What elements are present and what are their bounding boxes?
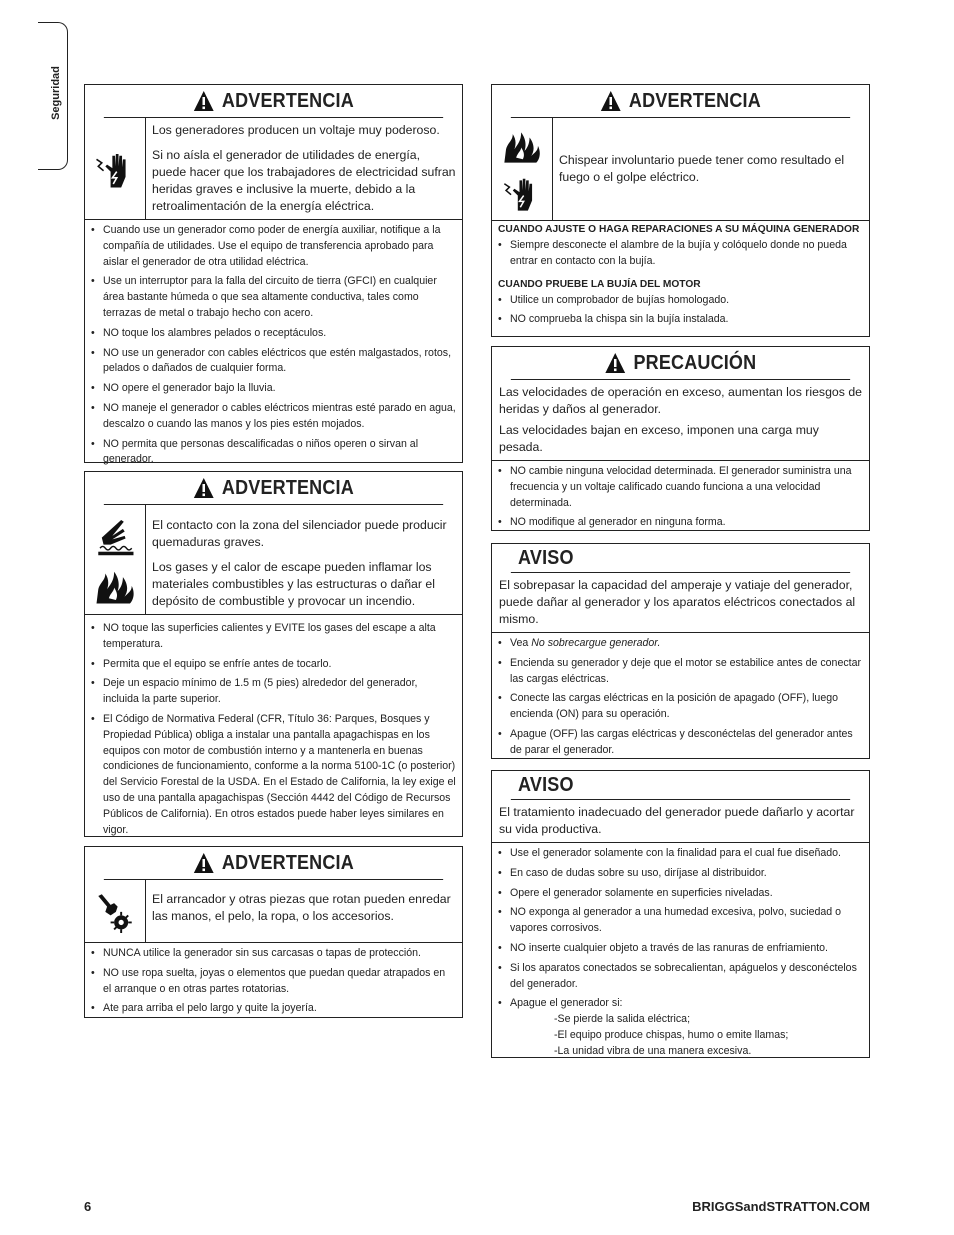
list-item: • Siempre desconecte el alambre de la bujía y colóquelo donde no pueda entrar en contacto con la bujía. xyxy=(498,238,863,270)
intro-text: Los generadores producen un voltaje muy poderoso. xyxy=(152,123,440,137)
list-item: • NO maneje el generador o cables eléctricos mientras esté parado en agua, descalzo o cuando las manos y los pies estén mojados. xyxy=(91,401,456,433)
intro-text: El contacto con la zona del silenciador puede producir quemaduras graves. xyxy=(152,518,447,549)
list-item: • Use un interruptor para la falla del circuito de tierra (GFCI) en cualquier área bastante húmeda o que sea altamente conductiva, tales como terrazas de metal o trabajo hecho con acero. xyxy=(91,274,456,321)
bullet-list xyxy=(492,290,869,335)
intro-text: El arrancador y otras piezas que rotan pueden enredar las manos, el pelo, la ropa, o los accesorios. xyxy=(152,892,451,923)
sub-item: -Se pierde la salida eléctrica; xyxy=(554,1013,691,1026)
list-item: • En caso de dudas sobre su uso, diríjase al distribuidor. xyxy=(498,866,863,882)
warning-box-spark xyxy=(491,84,870,337)
list-item: • NO modifique al generador en ninguna forma. xyxy=(498,515,863,531)
warning-triangle-icon xyxy=(600,90,622,112)
intro-text: Los gases y el calor de escape pueden inflamar los materiales combustibles y las estructuras o dañar el depósito de combustible y provocar un incendio. xyxy=(152,560,435,608)
list-item: • El Código de Normativa Federal (CFR, Título 36: Parques, Bosques y Propiedad Pública) obliga a instalar una pantalla apagachispas en los equipos con motor de combustión interno y a mantenerla en buenas condiciones de funcionamiento, conforme a la norma 5100-1C (o posterior) del Servicio Forestal de la USDA. En el Estado de California, la ley exige el uso de una pantalla apagachispas (Sección 4442 del Código de Recursos Públicos de California). En otros estados puede haber leyes similares en vigor. xyxy=(91,712,456,838)
warning-box-rotating-parts xyxy=(84,846,463,1018)
warning-triangle-icon xyxy=(193,90,215,112)
box-title: ADVERTENCIA xyxy=(104,85,443,118)
list-item: • Apague el generador si: -Se pierde la salida eléctrica; -El equipo produce chispas, humo o emite llamas; -La unidad vibra de una manera excesiva. xyxy=(498,996,863,1059)
list-item: • Deje un espacio mínimo de 1.5 m (5 pies) alrededor del generador, incluida la parte superior. xyxy=(91,676,456,708)
bullet-list xyxy=(492,843,869,1066)
caution-box-speed xyxy=(491,346,870,531)
hot-surface-icon xyxy=(92,513,138,557)
notice-box-care xyxy=(491,770,870,1058)
intro-text: Las velocidades bajan en exceso, imponen una carga muy pesada. xyxy=(499,423,819,454)
list-item: • NO inserte cualquier objeto a través de las ranuras de enfriamiento. xyxy=(498,941,863,957)
box-title: ADVERTENCIA xyxy=(104,847,443,880)
list-item: • Utilice un comprobador de bujías homologado. xyxy=(498,293,863,309)
list-item: • Permita que el equipo se enfríe antes de tocarlo. xyxy=(91,657,456,673)
warning-triangle-icon xyxy=(193,852,215,874)
list-item: • NO toque las superficies calientes y EVITE los gases del escape a alta temperatura. xyxy=(91,621,456,653)
subheading: CUANDO PRUEBE LA BUJÍA DEL MOTOR xyxy=(498,278,701,290)
list-item: • Conecte las cargas eléctricas en la posición de apagado (OFF), luego encienda (ON) para su operación. xyxy=(498,691,863,723)
bullet-list xyxy=(85,943,462,1023)
intro-text: Chispear involuntario puede tener como resultado el fuego o el golpe eléctrico. xyxy=(559,153,845,184)
list-item: • Cuando use un generador como poder de energía auxiliar, notifique a la compañía de utilidades. Use el equipo de transferencia aprobado para aislar el generador de otra utilidad eléctrica. xyxy=(91,223,456,270)
intro-text: El sobrepasar la capacidad del amperaje y vatiaje del generador, puede dañar al generador y los aparatos eléctricos conectados al mismo. xyxy=(499,578,856,626)
box-title: ADVERTENCIA xyxy=(104,472,443,505)
list-item: • NO opere el generador bajo la lluvia. xyxy=(91,381,456,397)
list-item: • Opere el generador solamente en superficies niveladas. xyxy=(498,886,863,902)
box-title: AVISO xyxy=(511,771,850,800)
box-title: ADVERTENCIA xyxy=(511,85,850,118)
list-item: • NO use un generador con cables eléctricos que estén malgastados, rotos, pelados o dañados de cualquier forma. xyxy=(91,346,456,378)
list-item: • NO comprueba la chispa sin la bujía instalada. xyxy=(498,312,863,328)
page-number: 6 xyxy=(84,1199,92,1214)
subheading: CUANDO AJUSTE O HAGA REPARACIONES A SU MÁQUINA GENERADOR xyxy=(498,224,860,235)
warning-box-muffler xyxy=(84,471,463,837)
electric-shock-hand-icon xyxy=(93,147,137,191)
box-title: PRECAUCIÓN xyxy=(511,347,850,380)
list-item: • NO exponga al generador a una humedad excesiva, polvo, suciedad o vapores corrosivos. xyxy=(498,905,863,937)
list-item: • Si los aparatos conectados se sobrecalientan, apáguelos y desconéctelos del generador. xyxy=(498,961,863,993)
intro-text: El tratamiento inadecuado del generador puede dañarlo y acortar su vida productiva. xyxy=(499,805,855,836)
list-item: • Vea No sobrecargue generador. xyxy=(498,636,863,652)
bullet-list xyxy=(492,461,869,537)
bullet-list xyxy=(85,615,462,844)
fire-icon xyxy=(500,124,544,166)
list-item: • Use el generador solamente con la finalidad para el cual fue diseñado. xyxy=(498,846,863,862)
warning-triangle-icon xyxy=(605,352,627,374)
list-item: • NO toque los alambres pelados o receptáculos. xyxy=(91,326,456,342)
list-item: • NO cambie ninguna velocidad determinada. El generador suministra una frecuencia y un voltaje calificado cuando funciona a una velocidad determinada. xyxy=(498,464,863,511)
bullet-list xyxy=(492,633,869,765)
sub-item: -La unidad vibra de una manera excesiva. xyxy=(554,1044,752,1057)
list-item: • Ate para arriba el pelo largo y quite la joyería. xyxy=(91,1001,456,1017)
fire-icon xyxy=(92,563,138,607)
notice-box-overload xyxy=(491,543,870,759)
section-tab-label: Seguridad xyxy=(50,66,62,120)
warning-triangle-icon xyxy=(193,477,215,499)
bullet-list xyxy=(85,220,462,474)
website-link[interactable]: BRIGGSandSTRATTON.COM xyxy=(692,1199,870,1214)
intro-text: Las velocidades de operación en exceso, aumentan los riesgos de heridas y daños al generador. xyxy=(499,385,862,416)
electric-shock-hand-icon xyxy=(500,172,544,214)
list-item: • NUNCA utilice la generador sin sus carcasas o tapas de protección. xyxy=(91,946,456,962)
warning-box-electric xyxy=(84,84,463,466)
entanglement-icon xyxy=(93,889,137,933)
list-item: • NO use ropa suelta, joyas o elementos que puedan quedar atrapados en el arranque o en otras partes rotatorias. xyxy=(91,966,456,998)
list-item: • Apague (OFF) las cargas eléctricas y desconéctelas del generador antes de parar el generador. xyxy=(498,727,863,759)
sub-item: -El equipo produce chispas, humo o emite llamas; xyxy=(554,1028,789,1041)
list-item: • NO permita que personas descalificadas o niños operen o sirvan al generador. xyxy=(91,437,456,469)
section-tab xyxy=(38,22,68,170)
box-title: AVISO xyxy=(511,544,850,573)
intro-text: Si no aísla el generador de utilidades de energía, puede hacer que los trabajadores de electricidad sufran heridas graves e inclusive la muerte, debido a la retroalimentación de la energía eléctrica. xyxy=(152,148,456,213)
bullet-list xyxy=(492,235,869,276)
list-item: • Encienda su generador y deje que el motor se estabilice antes de conectar las cargas eléctricas. xyxy=(498,656,863,688)
